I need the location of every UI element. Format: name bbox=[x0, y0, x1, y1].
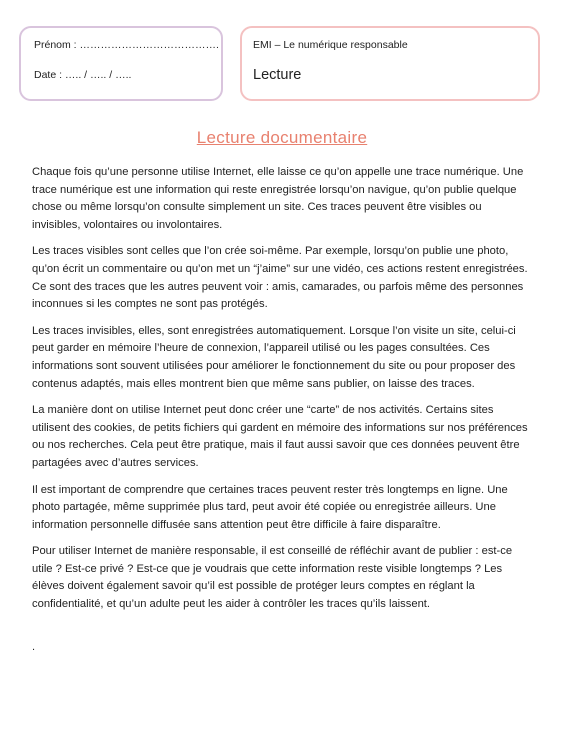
document-title: Lecture documentaire bbox=[196, 128, 368, 147]
first-name-field: Prénom : …………………………………. bbox=[34, 39, 219, 51]
document-body bbox=[32, 164, 532, 623]
paragraph: Les traces invisibles, elles, sont enregistrées automatiquement. Lorsque l’on visite un site, celui-ci peut garder en mémoire l’heure de connexion, l’appareil utilisé ou les pages consultées. Ces informations sont souvent utilisées pour améliorer le fonctionnement du site ou pour proposer des contenus adaptés, mais elles montrent bien que même sans publier, on laisse des traces. bbox=[32, 324, 516, 390]
trailing-mark: . bbox=[32, 641, 36, 653]
paragraph: La manière dont on utilise Internet peut donc créer une “carte” de nos activités. Certains sites utilisent des cookies, de petits fichiers qui gardent en mémoire des informations sur nos préférences ou nos recherches. Cela peut être pratique, mais il faut aussi savoir que ces données peuvent être partagées avec d’autres services. bbox=[32, 404, 528, 469]
student-info-box bbox=[19, 26, 223, 101]
paragraph: Les traces visibles sont celles que l’on crée soi-même. Par exemple, lorsqu’on publie une photo, qu’on écrit un commentaire ou qu’on met un “j’aime” sur une vidéo, ces actions restent enregistrées. Ce sont des traces que les autres peuvent voir : amis, camarades, ou parfois même des personnes inconnues si les comptes ne sont pas protégés. bbox=[32, 245, 528, 311]
paragraph: Il est important de comprendre que certaines traces peuvent rester très longtemps en ligne. Une photo partagée, même supprimée plus tard, peut avoir été copiée ou enregistrée ailleurs. Une information personnelle diffusée sans attention peut être difficile à faire disparaître. bbox=[32, 483, 508, 531]
activity-label: Lecture bbox=[253, 67, 302, 83]
subject-box bbox=[240, 26, 540, 101]
subject-label: EMI – Le numérique responsable bbox=[253, 39, 408, 51]
paragraph: Pour utiliser Internet de manière responsable, il est conseillé de réfléchir avant de publier : est-ce utile ? Est-ce privé ? Est-ce que je voudrais que cette information reste visible longtemps ? Les élèves doivent également savoir qu’il est possible de protéger leurs comptes en réglant la confidentialité, et qu’un adulte peut les aider à contrôler les traces qu’ils laissent. bbox=[32, 545, 513, 611]
paragraph: Chaque fois qu’une personne utilise Internet, elle laisse ce qu’on appelle une trace numérique. Une trace numérique est une information qui reste enregistrée lorsqu’on navigue, qu’on publie quelque chose ou même lorsqu’on consulte simplement un site. Ces traces peuvent être visibles ou invisibles, volontaires ou involontaires. bbox=[32, 166, 524, 231]
date-field: Date : ….. / ….. / ….. bbox=[34, 69, 132, 81]
